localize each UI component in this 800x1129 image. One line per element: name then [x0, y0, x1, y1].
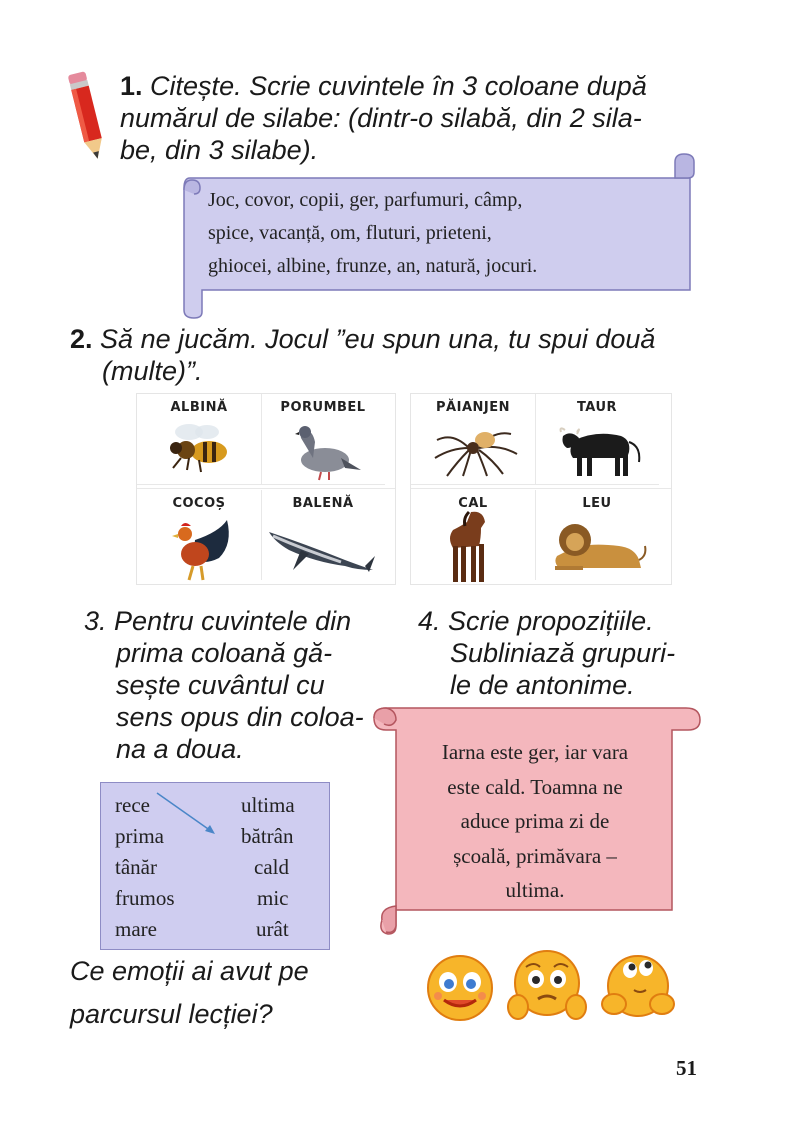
antonyms-table [100, 782, 330, 950]
question-line-2: parcursul lecției? [70, 999, 273, 1029]
animal-label: ALBINĂ [170, 400, 228, 415]
pigeon-icon [283, 418, 363, 482]
sentence-line-5: ultima. [505, 878, 565, 902]
exercise-3-number: 3. [84, 606, 107, 636]
right-word: ultima [241, 793, 295, 817]
exercise-1-line-2: numărul de silabe: (dintr-o silabă, din 2 sila- [120, 103, 642, 133]
right-word: bătrân [241, 824, 294, 848]
left-word: rece [115, 793, 150, 817]
sentence-line-2: este cald. Toamna ne [447, 774, 623, 799]
bull-icon [557, 418, 643, 480]
word-list [208, 184, 678, 283]
animal-grid-right [410, 393, 672, 585]
happy-face-icon [422, 950, 498, 1022]
animal-label: LEU [582, 496, 612, 511]
emotion-question [70, 950, 370, 1036]
animal-card [411, 394, 536, 485]
exercise-2-instruction [70, 323, 750, 387]
animal-grid-left [136, 393, 396, 585]
animal-label: PĂIANJEN [436, 400, 510, 415]
animal-card [137, 490, 262, 580]
lion-icon [549, 516, 649, 576]
word-list-line-2: spice, vacanță, om, fluturi, prieteni, [208, 222, 492, 244]
exercise-4-line-3: le de antonime. [450, 670, 635, 700]
exercise-3-line-5: na a doua. [116, 734, 244, 764]
word-list-line-3: ghiocei, albine, frunze, an, natură, jocuri. [208, 255, 538, 277]
animal-label: TAUR [576, 400, 618, 415]
thinking-face-icon [596, 948, 678, 1024]
animal-card [261, 490, 385, 580]
left-word: mare [115, 917, 157, 941]
pencil-icon [62, 66, 112, 166]
left-word: prima [115, 824, 164, 848]
horse-icon [441, 508, 497, 584]
sentence-line-3: aduce prima zi de [460, 809, 610, 833]
sentence-line-1: Iarna este ger, iar vara [441, 740, 629, 764]
word-list-line-1: Joc, covor, copii, ger, parfumuri, câmp, [208, 189, 523, 211]
animal-card [535, 394, 659, 485]
left-word: tânăr [115, 855, 157, 879]
worried-face-icon [504, 945, 590, 1027]
bee-icon [159, 418, 239, 478]
exercise-4-line-2: Subliniază grupuri- [450, 638, 676, 668]
animal-card [261, 394, 385, 485]
exercise-3-line-1: Pentru cuvintele din [114, 606, 352, 636]
exercise-3-line-3: sește cuvântul cu [116, 670, 325, 700]
sentence-line-4: școală, primăvara – [453, 843, 617, 868]
animal-card [137, 394, 262, 485]
spider-icon [433, 418, 519, 478]
question-line-1: Ce emoții ai avut pe [70, 956, 309, 986]
right-word: urât [256, 917, 289, 941]
exercise-1-line-3: be, din 3 silabe). [120, 135, 319, 165]
exercise-4-instruction [418, 605, 718, 701]
right-word: cald [254, 855, 289, 879]
animal-label: BALENĂ [292, 496, 354, 511]
exercise-3-line-2: prima coloană gă- [116, 638, 333, 668]
animal-label: PORUMBEL [280, 400, 366, 415]
animal-card [535, 490, 659, 580]
exercise-1-number: 1. [120, 71, 143, 101]
exercise-4-line-1: Scrie propozițiile. [448, 606, 654, 636]
exercise-4-number: 4. [418, 606, 441, 636]
right-word: mic [257, 886, 289, 910]
left-word: frumos [115, 886, 175, 910]
rooster-icon [159, 514, 239, 584]
animal-label: CAL [458, 496, 488, 511]
animal-card [411, 490, 536, 580]
arrow-icon [153, 789, 223, 839]
exercise-2-line-2: (multe)”. [102, 356, 203, 386]
sentence-text [400, 735, 670, 908]
whale-icon [265, 514, 377, 578]
page-number: 51 [676, 1056, 697, 1080]
exercise-2-line-1: Să ne jucăm. Jocul ”eu spun una, tu spui două [100, 324, 656, 354]
animal-label: COCOȘ [172, 496, 226, 511]
exercise-1-line-1: Citește. Scrie cuvintele în 3 coloane după [150, 71, 647, 101]
exercise-3-line-4: sens opus din coloa- [116, 702, 364, 732]
exercise-2-number: 2. [70, 324, 93, 354]
exercise-3-instruction [84, 605, 394, 765]
